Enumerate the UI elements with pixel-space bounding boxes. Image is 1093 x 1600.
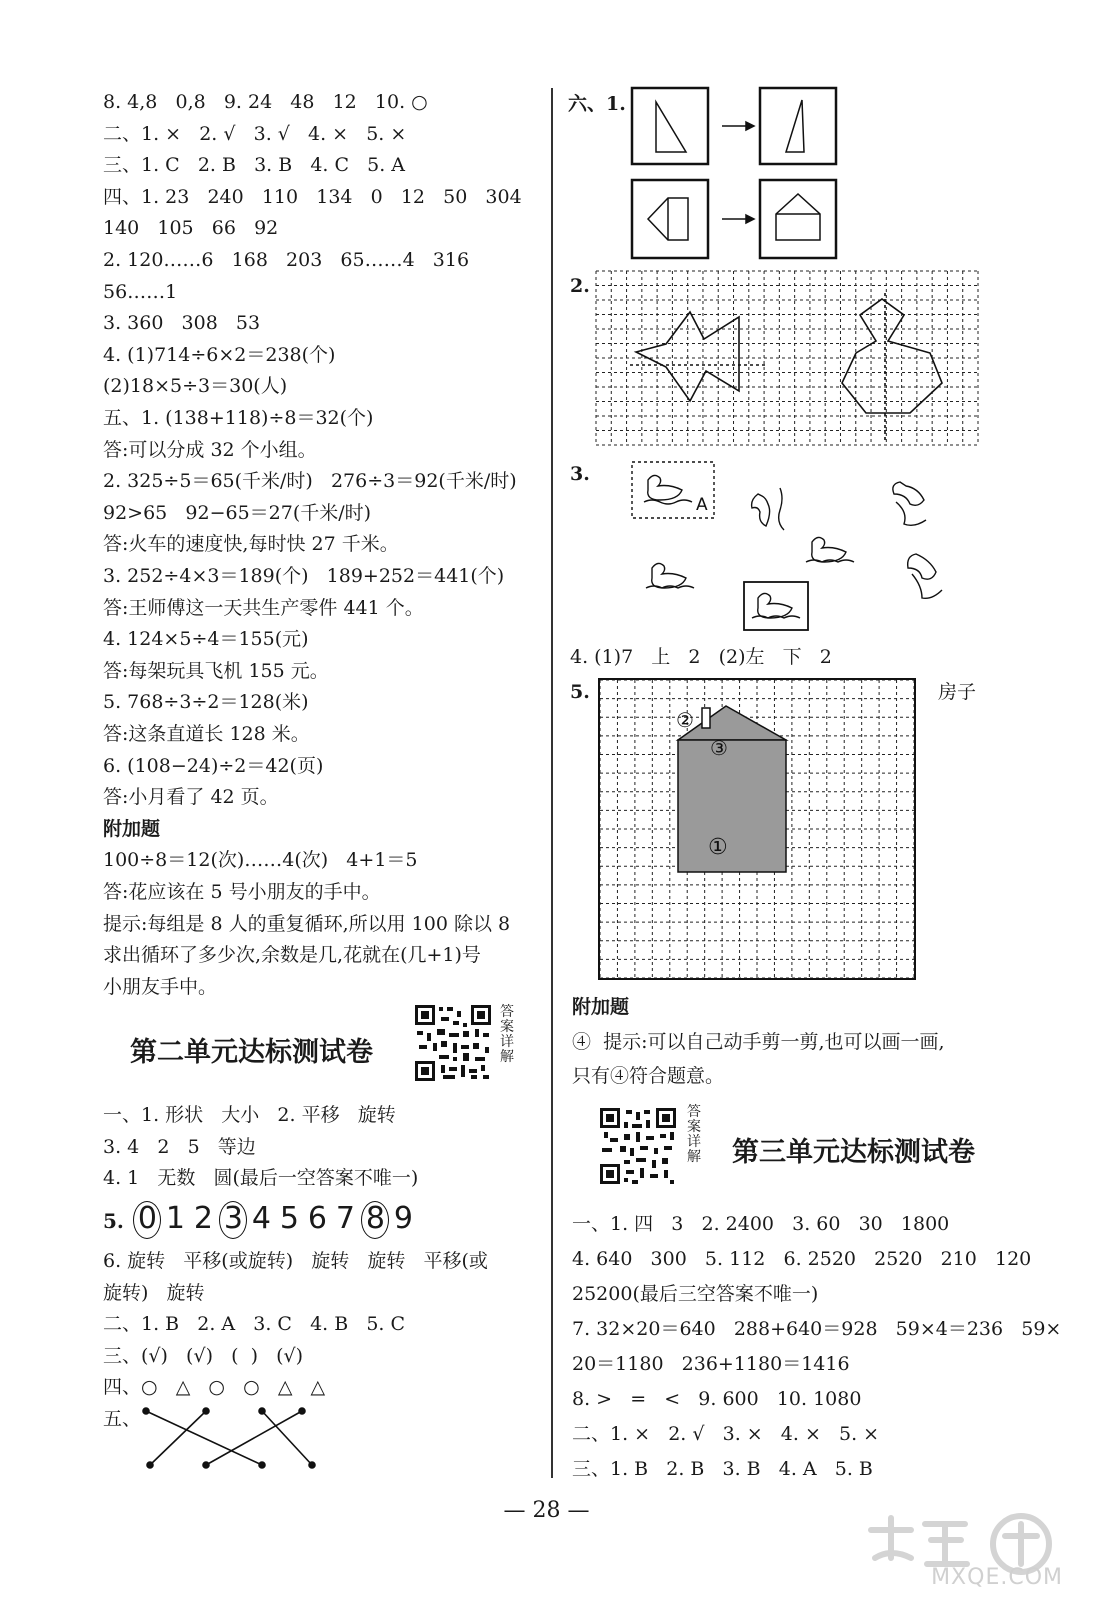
- answer-line: 3. 4 2 5 等边: [103, 1135, 256, 1158]
- qr-code-icon: [598, 1106, 678, 1186]
- house-part-2: ②: [676, 708, 694, 732]
- house-label: 房子: [938, 681, 977, 703]
- circled-digit: 3: [219, 1201, 247, 1239]
- answer-line: 答:火车的速度快,每时快 27 千米。: [103, 533, 399, 556]
- symmetry-grid-diagram: [594, 269, 980, 449]
- house-part-1: ①: [708, 835, 728, 860]
- q3-box-letter: A: [696, 495, 708, 515]
- answer-line: 140 105 66 92: [103, 217, 279, 240]
- answer-line: 求出循环了多少次,余数是几,花就在(几+1)号: [103, 944, 481, 967]
- answer-line: 四、1. 23 240 110 134 0 12 50 304: [103, 185, 522, 208]
- unit3-title: 第三单元达标测试卷: [732, 1137, 975, 1168]
- answer-line: 三、1. B 2. B 3. B 4. A 5. B: [572, 1458, 873, 1480]
- q2-label: 2.: [570, 275, 590, 297]
- house-body: [678, 740, 786, 872]
- answer-line: 4. 640 300 5. 112 6. 2520 2520 210 120: [572, 1248, 1032, 1270]
- answer-line: (2)18×5÷3＝30(人): [103, 375, 288, 398]
- page-number: — 28 —: [503, 1498, 590, 1523]
- answer-line: 二、1. B 2. A 3. C 4. B 5. C: [103, 1313, 406, 1336]
- house-chimney: [702, 708, 710, 728]
- column-divider: [551, 88, 553, 1478]
- digits-row: [103, 1201, 419, 1239]
- q4-answer: 4. (1)7 上 2 (2)左 下 2: [570, 646, 832, 668]
- fujia-title: 附加题: [572, 996, 630, 1018]
- digit: 1: [165, 1201, 185, 1236]
- answer-line: 答:花应该在 5 号小朋友的手中。: [103, 881, 381, 903]
- circled-digit: 8: [361, 1201, 389, 1239]
- answer-line: 一、1. 四 3 2. 2400 3. 60 30 1800: [572, 1213, 950, 1235]
- answer-line: 五、1. (138+118)÷8＝32(个): [103, 407, 374, 429]
- answer-line: 答:可以分成 32 个小组。: [103, 438, 317, 461]
- q5-label: 5.: [570, 681, 590, 703]
- answer-line: 8. > = < 9. 600 10. 1080: [572, 1388, 862, 1410]
- unit2-title: 第二单元达标测试卷: [130, 1037, 373, 1068]
- answer-line: 2. 325÷5＝65(千米/时) 276÷3＝92(千米/时): [103, 470, 517, 493]
- answer-line: 三、(√) (√) ( ) (√): [103, 1344, 304, 1367]
- circled-digit: 0: [133, 1201, 161, 1239]
- answer-line: 答:这条直道长 128 米。: [103, 723, 310, 745]
- house-roof: [678, 706, 786, 740]
- answer-line: 5. 768÷3÷2＝128(米): [103, 691, 309, 714]
- qr-code-icon: [413, 1003, 493, 1083]
- answer-line: ④ 提示:可以自己动手剪一剪,也可以画一画,: [572, 1031, 945, 1053]
- digit: 4: [251, 1201, 271, 1236]
- answer-line: 二、1. × 2. √ 3. √ 4. × 5. ×: [103, 122, 407, 145]
- answer-line: 3. 360 308 53: [103, 312, 261, 335]
- answer-line: 25200(最后三空答案不唯一): [572, 1283, 819, 1305]
- answer-line: 8. 4,8 0,8 9. 24 48 12 10. ○: [103, 91, 428, 113]
- answer-line: 4. 124×5÷4＝155(元): [103, 628, 309, 651]
- answer-line: 6. 旋转 平移(或旋转) 旋转 旋转 平移(或: [103, 1250, 488, 1272]
- answer-line: 2. 120……6 168 203 65……4 316: [103, 249, 470, 271]
- answer-line: 100÷8＝12(次)……4(次) 4+1＝5: [103, 849, 418, 872]
- answer-line: 答:每架玩具飞机 155 元。: [103, 659, 329, 682]
- matching-lines-diagram: [140, 1405, 325, 1480]
- answer-line: 92>65 92−65＝27(千米/时): [103, 501, 372, 524]
- answer-line: 五、: [103, 1408, 142, 1430]
- answer-line: 20＝1180 236+1180＝1416: [572, 1353, 850, 1375]
- answer-line: 56……1: [103, 280, 178, 303]
- answer-line: 答:小月看了 42 页。: [103, 786, 279, 809]
- digits-prefix: 5.: [103, 1209, 124, 1233]
- answer-line: 四、○ △ ○ ○ △ △: [103, 1376, 326, 1399]
- answer-line: 一、1. 形状 大小 2. 平移 旋转: [103, 1104, 396, 1126]
- answer-line: 二、1. × 2. √ 3. × 4. × 5. ×: [572, 1423, 880, 1445]
- qr-code-unit3: [598, 1106, 678, 1186]
- digit: 7: [335, 1201, 355, 1236]
- watermark-text: MXQE.COM: [931, 1565, 1063, 1590]
- digits-list: [133, 1201, 419, 1236]
- rotation-diagram: [630, 86, 920, 266]
- answer-line: 7. 32×20＝640 288+640＝928 59×4＝236 59×: [572, 1318, 1062, 1340]
- q3-label: 3.: [570, 463, 590, 485]
- answer-line: 提示:每组是 8 人的重复循环,所以用 100 除以 8: [103, 912, 511, 935]
- answer-line: 4. (1)714÷6×2＝238(个): [103, 343, 336, 366]
- qr-label: 答案详解: [500, 1004, 514, 1065]
- answer-line: 3. 252÷4×3＝189(个) 189+252＝441(个): [103, 565, 505, 587]
- digit: 6: [307, 1201, 327, 1236]
- answer-line: 只有④符合题意。: [572, 1065, 725, 1087]
- q6-label: 六、1.: [568, 93, 626, 115]
- answer-line: 小朋友手中。: [103, 975, 218, 998]
- answer-line: 答:王师傅这一天共生产零件 441 个。: [103, 596, 424, 619]
- answer-line: 三、1. C 2. B 3. B 4. C 5. A: [103, 154, 406, 177]
- digit: 2: [193, 1201, 213, 1236]
- qr-code-unit2: [413, 1003, 493, 1083]
- digit: 9: [393, 1201, 413, 1236]
- digit: 5: [279, 1201, 299, 1236]
- answer-line: 旋转) 旋转: [103, 1281, 205, 1304]
- house-part-3: ③: [710, 736, 728, 760]
- answer-line: 附加题: [103, 817, 161, 840]
- house-grid-diagram: [598, 678, 918, 983]
- duck-translation-diagram: [630, 458, 960, 638]
- answer-line: 6. (108−24)÷2＝42(页): [103, 754, 324, 777]
- answer-line: 4. 1 无数 圆(最后一空答案不唯一): [103, 1167, 419, 1189]
- qr-label: 答案详解: [687, 1104, 701, 1165]
